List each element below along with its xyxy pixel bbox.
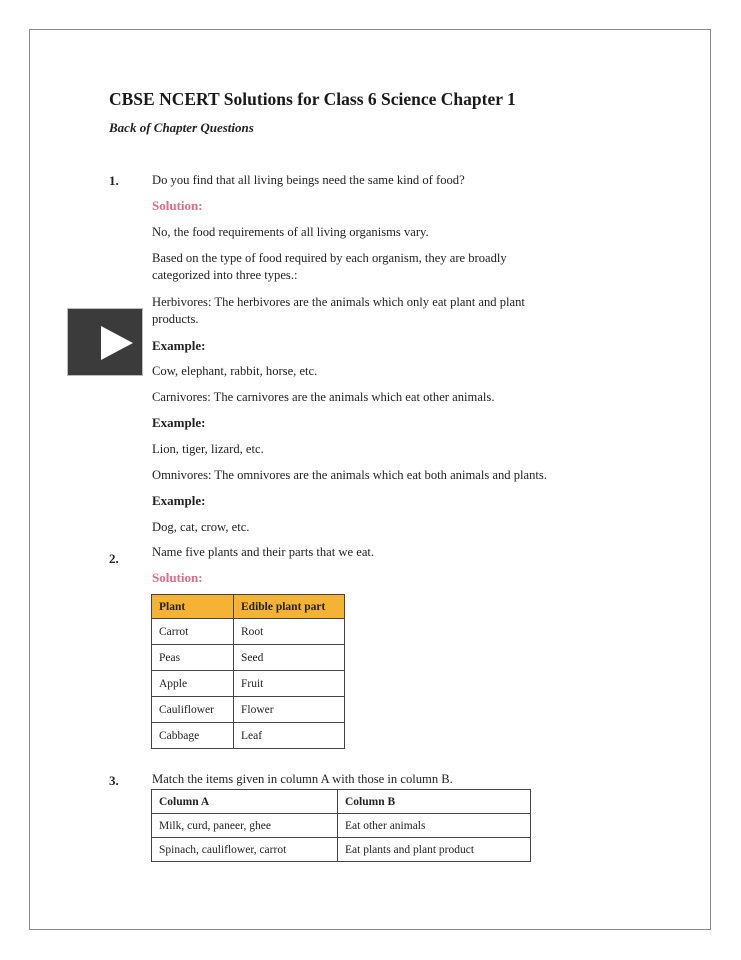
question-3-number: 3. xyxy=(109,773,119,788)
table-cell: Root xyxy=(234,619,345,645)
table-cell: Spinach, cauliflower, carrot xyxy=(152,838,338,862)
page-subtitle: Back of Chapter Questions xyxy=(109,120,254,135)
table-cell: Peas xyxy=(152,645,234,671)
question-1-solution-label: Solution: xyxy=(152,198,203,213)
table-row xyxy=(152,814,531,838)
question-2-number: 2. xyxy=(109,551,119,566)
table-header-row xyxy=(152,595,345,619)
page-title: CBSE NCERT Solutions for Class 6 Science Chapter 1 xyxy=(109,89,516,109)
herbivores-example-label: Example: xyxy=(152,338,206,353)
table-cell: Fruit xyxy=(234,671,345,697)
match-columns-table xyxy=(151,789,531,862)
question-2-text: Name five plants and their parts that we eat. xyxy=(152,545,375,559)
question-3-text: Match the items given in column A with those in column B. xyxy=(152,772,453,786)
play-button[interactable] xyxy=(67,308,143,376)
omnivores-example: Dog, cat, crow, etc. xyxy=(152,520,250,534)
table-cell: Seed xyxy=(234,645,345,671)
table-cell: Carrot xyxy=(152,619,234,645)
omnivores-example-label: Example: xyxy=(152,493,206,508)
edible-parts-table xyxy=(151,594,345,749)
table-row xyxy=(152,671,345,697)
table-cell: Cabbage xyxy=(152,723,234,749)
omnivores-text: Omnivores: The omnivores are the animals which eat both animals and plants. xyxy=(152,468,547,482)
table-cell: Cauliflower xyxy=(152,697,234,723)
table-cell: Eat plants and plant product xyxy=(338,838,531,862)
table-header: Edible plant part xyxy=(234,595,345,619)
table-row xyxy=(152,723,345,749)
carnivores-text: Carnivores: The carnivores are the animals which eat other animals. xyxy=(152,390,495,404)
answer-paragraph-2-line-1: Based on the type of food required by each organism, they are broadly xyxy=(152,251,507,265)
table-header: Plant xyxy=(152,595,234,619)
herbivores-example: Cow, elephant, rabbit, horse, etc. xyxy=(152,364,318,378)
table-header: Column A xyxy=(152,790,338,814)
table-row xyxy=(152,697,345,723)
play-icon xyxy=(101,326,133,360)
table-row xyxy=(152,838,531,862)
answer-paragraph-1: No, the food requirements of all living organisms vary. xyxy=(152,225,429,239)
table-cell: Milk, curd, paneer, ghee xyxy=(152,814,338,838)
table-header-row xyxy=(152,790,531,814)
herbivores-line-1: Herbivores: The herbivores are the animals which only eat plant and plant xyxy=(152,295,525,309)
question-1-number: 1. xyxy=(109,173,119,188)
herbivores-line-2: products. xyxy=(152,312,199,326)
table-header: Column B xyxy=(338,790,531,814)
carnivores-example: Lion, tiger, lizard, etc. xyxy=(152,442,264,456)
question-2-solution-label: Solution: xyxy=(152,570,203,585)
table-cell: Eat other animals xyxy=(338,814,531,838)
answer-paragraph-2-line-2: categorized into three types.: xyxy=(152,268,298,282)
table-row xyxy=(152,619,345,645)
table-row xyxy=(152,645,345,671)
table-cell: Flower xyxy=(234,697,345,723)
table-cell: Leaf xyxy=(234,723,345,749)
table-cell: Apple xyxy=(152,671,234,697)
carnivores-example-label: Example: xyxy=(152,415,206,430)
question-1-text: Do you find that all living beings need the same kind of food? xyxy=(152,173,465,187)
